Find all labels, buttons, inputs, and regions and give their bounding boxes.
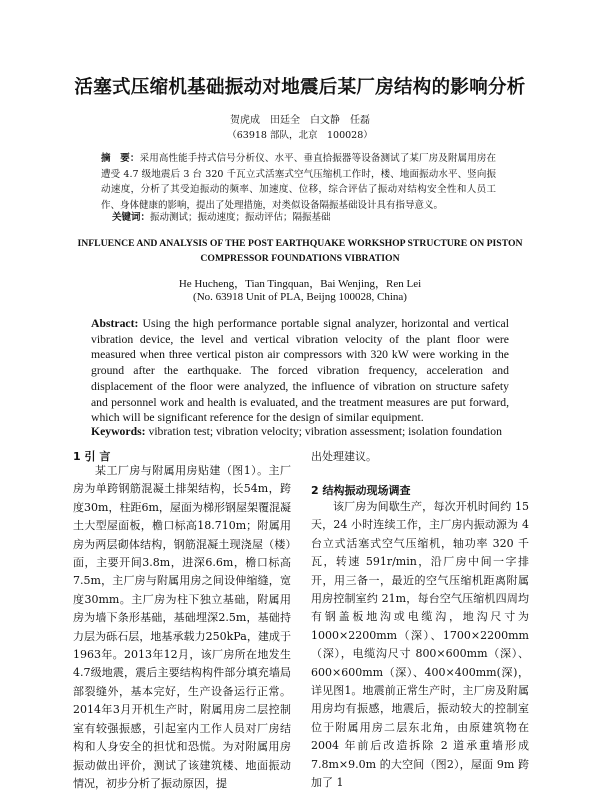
abstract-en-label: Abstract: xyxy=(91,317,139,330)
affiliation-en: (No. 63918 Unit of PLA, Beijng 100028, China) xyxy=(193,291,407,303)
affiliation-cn: （63918 部队，北京 100028） xyxy=(227,130,373,141)
title-en-line1: INFLUENCE AND ANALYSIS OF THE POST EARTHQUAKE WORKSHOP STRUCTURE ON PISTON xyxy=(77,238,523,249)
abstract-cn xyxy=(101,151,496,213)
keywords-cn xyxy=(112,209,496,223)
abstract-cn-label: 摘 要： xyxy=(101,153,140,164)
section1-continuation: 出处理建议。 xyxy=(311,450,377,463)
title-en-line2: COMPRESSOR FOUNDATIONS VIBRATION xyxy=(200,253,400,264)
keywords-en-text: vibration test; vibration velocity; vibration assessment; isolation foundation xyxy=(148,425,502,438)
keywords-en-label: Keywords: xyxy=(91,425,146,438)
section1-body: 某工厂房与附属用房贴建（图1）。主厂房为单跨钢筋混凝土排架结构，长54m，跨度30m，柱距6m，屋面为梯形钢屋架覆混凝土大型屋面板，檐口标高18.710m；附属用房为两层砌体结构，钢筋混凝土现浇屋（楼）面，主要开间3.8m，进深6.6m，檐口标高7.5m，主厂房与附属用房之间设伸缩缝，宽度30mm。主厂房为柱下独立基础，附属用房为墙下条形基础，基础埋深2.5m，基础持力层为砾石层，地基承载力250kPa，建成于1963年。2013年12月，该厂房所在地发生4.7级地震，震后主要结构构件部分填充墙局部裂缝外，基本完好，生产设备运行正常。2014年3月开机生产时，附属用房二层控制室有较强振感，引起室内工作人员对厂房结构和人身安全的担忧和恐慌。为对附属用房振动做出评价，测试了该建筑楼、地面振动情况，初步分析了振动原因，提 xyxy=(73,464,291,790)
keywords-cn-label: 关键词： xyxy=(112,212,151,223)
section1-heading: 1 引 言 xyxy=(73,450,111,463)
section2-body: 该厂房为间歇生产，每次开机时间约 15 天，24 小时连续工作，主厂房内振动源为 4 台立式活塞式空气压缩机，轴功率 320 千瓦，转速 591r/min，沿厂房中间一字排开，用三备一，最近的空气压缩机距离附属用房控制室约 21m，每台空气压缩机四周均有钢盖板地沟或电缆沟，地沟尺寸为 1000×2200mm（深）、1700×2200mm（深），电缆沟尺寸 800×600mm（深）、600×600mm（深）、400×400mm(深)，详见图1。地震前正常生产时，主厂房及附属用房均有振感，地震后，振动较大的控制室位于附属用房二层东北角，由原建筑物在 2004 年前后改造拆除 2 道承重墙形成 7.8m×9.0m 的大空间（图2），屋面 9m 跨加了 1 xyxy=(311,500,529,790)
abstract-en xyxy=(91,316,509,426)
abstract-cn-text: 采用高性能手持式信号分析仪、水平、垂直拾振器等设备测试了某厂房及附属用房在遭受 4.7 级地震后 3 台 320 千瓦立式活塞式空气压缩机工作时，楼、地面振动水平、竖向振动速度，分析了其受迫振动的频率、加速度、位移，综合评估了振动对结构安全性和人员工作、身体健康的影响，提出了处理措施，对类似设备隔振基础设计具有指导意义。 xyxy=(101,153,496,211)
section2-heading: 2 结构振动现场调查 xyxy=(311,484,411,497)
authors-cn: 贺虎成 田廷全 白文静 任磊 xyxy=(230,115,370,126)
keywords-en xyxy=(91,425,509,438)
paper-title: 活塞式压缩机基础振动对地震后某厂房结构的影响分析 xyxy=(74,77,526,98)
abstract-en-text: Using the high performance portable signal analyzer, horizontal and vertical vibration device, the level and vertical vibration velocity of the plant floor were measured when three vertical piston air compressors with 320 kW were working in the ground after the earthquake. The forced vibration frequency, acceleration and displacement of the floor were analyzed, the influence of vibration on structure safety and personnel work and health is evaluated, and the treatment measures are put forward, which will be significant reference for the design of similar equipment. xyxy=(91,317,509,425)
authors-en: He Hucheng，Tian Tingquan，Bai Wenjing，Ren Lei xyxy=(178,278,422,290)
keywords-cn-text: 振动测试；振动速度；振动评估；隔振基础 xyxy=(150,212,331,223)
